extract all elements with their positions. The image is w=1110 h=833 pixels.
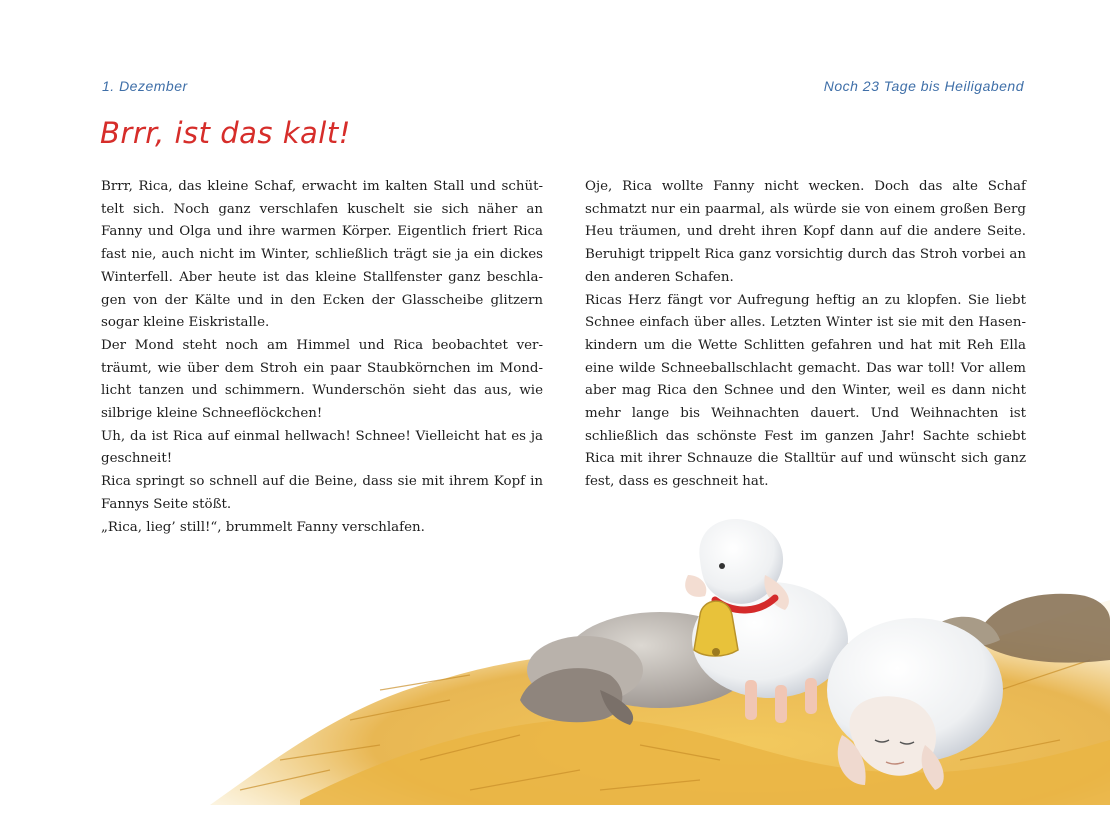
paragraph: Brrr, Rica, das kleine Schaf, erwacht im kalten Stall und schüttelt sich. Noch ganz verschlafen kuschelt sie sich näher an Fanny und Olga und ihre warmen Körper. Eigentlich friert Rica fast nie, auch nicht im Winter, schließlich trägt sie ja ein dickes Winterfell. Aber heute ist das kleine Stallfenster ganz beschlagen von der Kälte und in den Ecken der Glasscheibe glitzern sogar kleine Eiskristalle. — [101, 179, 543, 331]
front-sheep-body — [827, 618, 1003, 762]
paragraph: Ricas Herz fängt vor Aufregung heftig an zu klopfen. Sie liebt Schnee einfach über alles. Letzten Winter ist sie mit den Hasenkindern um die Wette Schlitten gefahren und hat mit Reh Ella eine wilde Schneeballschlacht gemacht. Das war toll! Vor allem aber mag Rica den Schnee und den Winter, weil es dann nicht mehr lange bis Weihnachten dauert. Und Weihnachten ist schließlich das schönste Fest im ganzen Jahr! Sachte schiebt Rica mit ihrer Schnauze die Stalltür auf und wünscht sich ganz fest, dass es geschneit hat. — [585, 292, 1026, 490]
chapter-date: 1. Dezember — [102, 78, 188, 94]
bell-icon — [694, 601, 738, 656]
countdown-label: Noch 23 Tage bis Heiligabend — [823, 78, 1024, 94]
front-sheep-head — [850, 696, 936, 775]
brown-sheep-back — [975, 594, 1110, 663]
sleeping-sheep-body — [565, 612, 755, 708]
left-text-column — [101, 176, 543, 539]
paragraph: Der Mond steht noch am Himmel und Rica beobachtet verträumt, wie über dem Stroh ein paar Staubkörnchen im Mondlicht tanzen und schimmern. Wunderschön sieht das aus, wie silbrige kleine Schneeflöckchen! — [101, 337, 543, 422]
standing-sheep-head — [699, 519, 783, 604]
right-text-column — [585, 176, 1026, 494]
paragraph: Oje, Rica wollte Fanny nicht wecken. Doch das alte Schaf schmatzt nur ein paarmal, als würde sie von einem großen Berg Heu träumen, und dreht ihren Kopf dann auf die andere Seite. Beruhigt trippelt Rica ganz vorsichtig durch das Stroh vorbei an den anderen Schafen. — [585, 179, 1026, 285]
page-title: Brrr, ist das kalt! — [100, 116, 351, 150]
standing-sheep-body — [692, 582, 848, 698]
paragraph: „Rica, lieg’ still!“, brummelt Fanny verschlafen. — [101, 519, 425, 535]
straw-pile — [210, 600, 1110, 805]
paragraph: Uh, da ist Rica auf einmal hellwach! Schnee! Vielleicht hat es ja geschneit! — [101, 428, 543, 467]
sleeping-sheep-head — [520, 668, 622, 722]
paragraph: Rica springt so schnell auf die Beine, dass sie mit ihrem Kopf in Fannys Seite stößt. — [101, 474, 543, 512]
sheep-eye — [719, 563, 725, 569]
red-collar — [715, 598, 775, 610]
